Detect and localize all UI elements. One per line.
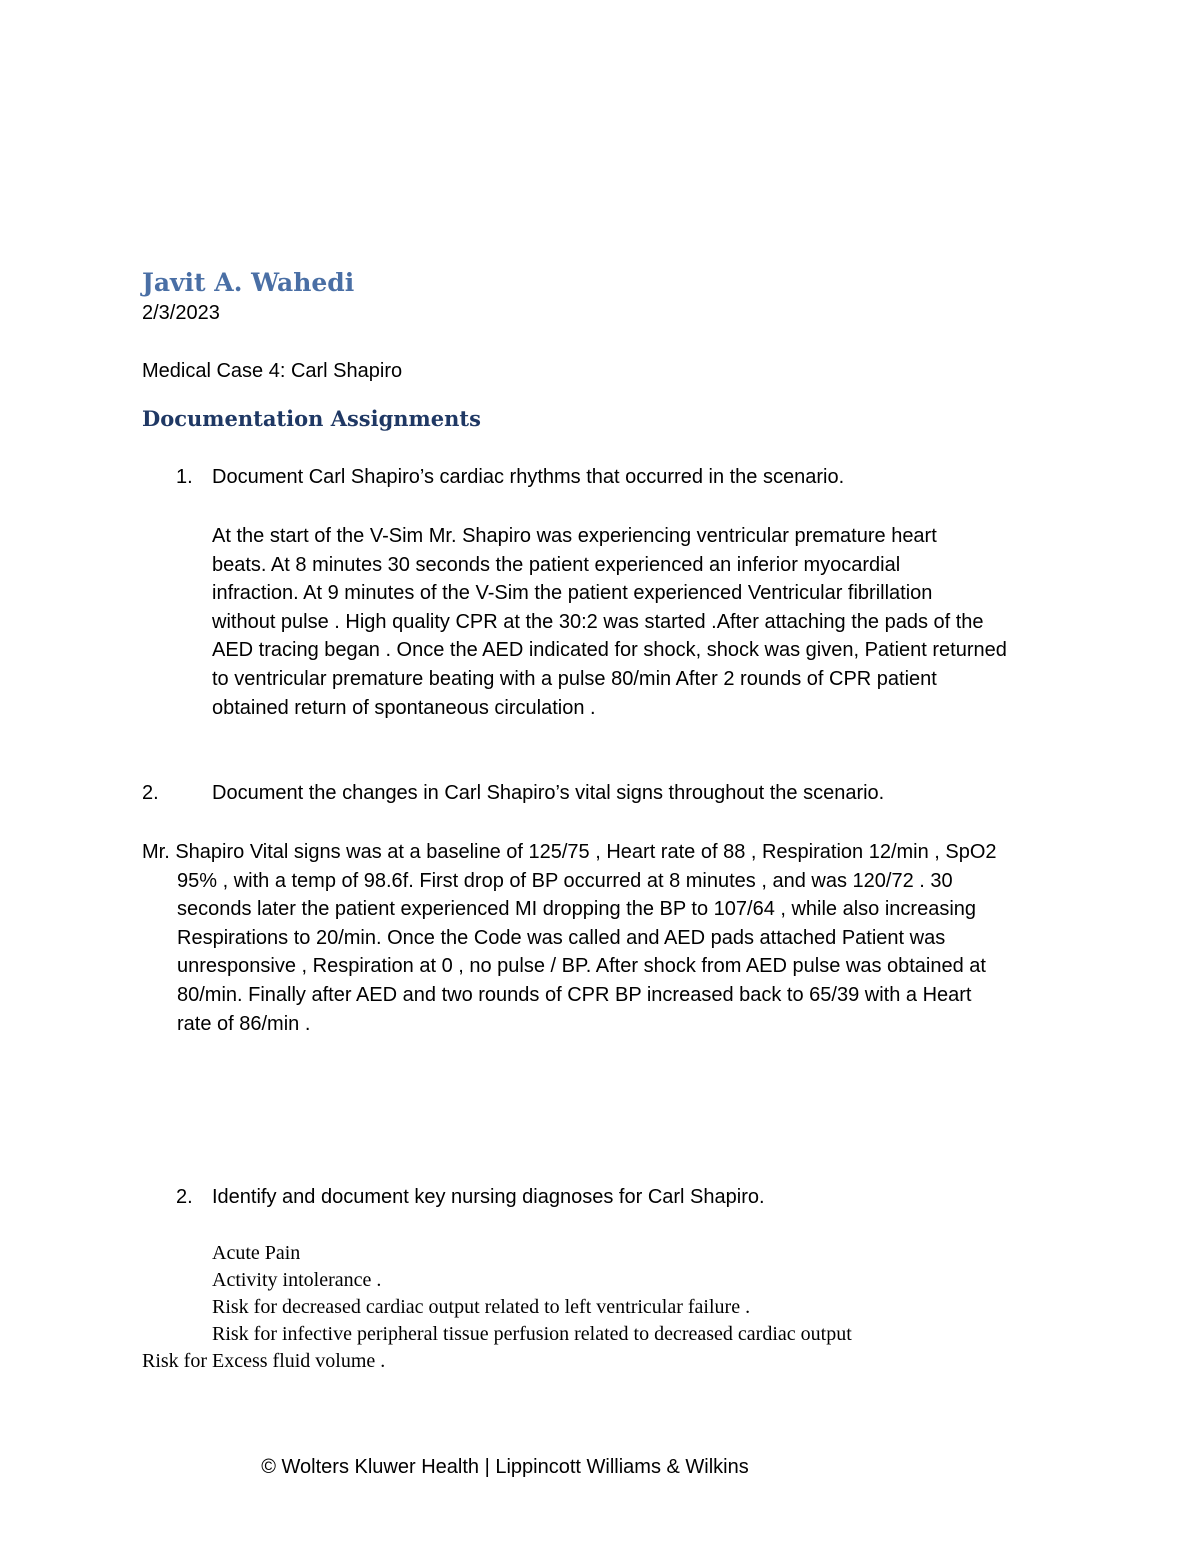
answer-line: Mr. Shapiro Vital signs was at a baseline of 125/75 , Heart rate of 88 , Respiration 12/min , SpO2 bbox=[142, 841, 997, 863]
question-2-answer bbox=[142, 838, 997, 1038]
diagnosis-item: Activity intolerance . bbox=[212, 1269, 382, 1291]
answer-line: infraction. At 9 minutes of the V-Sim the patient experienced Ventricular fibrillation bbox=[212, 582, 933, 605]
answer-line: obtained return of spontaneous circulation . bbox=[212, 696, 596, 719]
diagnosis-item: Risk for Excess fluid volume . bbox=[142, 1350, 386, 1372]
answer-line: AED tracing began . Once the AED indicated for shock, shock was given, Patient returned bbox=[212, 639, 1007, 662]
author-name: Javit A. Wahedi bbox=[142, 268, 355, 297]
document-date: 2/3/2023 bbox=[142, 302, 220, 324]
answer-line: 80/min. Finally after AED and two rounds of CPR BP increased back to 65/39 with a Heart bbox=[177, 983, 972, 1006]
case-title: Medical Case 4: Carl Shapiro bbox=[142, 360, 403, 382]
question-3-text: Identify and document key nursing diagnoses for Carl Shapiro. bbox=[212, 1186, 765, 1208]
nursing-diagnoses-list bbox=[142, 1240, 852, 1375]
diagnosis-item: Risk for decreased cardiac output related to left ventricular failure . bbox=[212, 1296, 751, 1318]
answer-line: 95% , with a temp of 98.6f. First drop of BP occurred at 8 minutes , and was 120/72 . 30 bbox=[177, 869, 953, 892]
answer-line: unresponsive , Respiration at 0 , no pulse / BP. After shock from AED pulse was obtained at bbox=[177, 955, 986, 978]
section-heading: Documentation Assignments bbox=[142, 406, 481, 431]
answer-line: without pulse . High quality CPR at the 30:2 was started .After attaching the pads of the bbox=[212, 610, 984, 633]
question-3-number: 2. bbox=[176, 1186, 193, 1208]
answer-line: rate of 86/min . bbox=[177, 1012, 311, 1035]
copyright-footer: © Wolters Kluwer Health | Lippincott Williams & Wilkins bbox=[261, 1456, 749, 1478]
question-1-text: Document Carl Shapiro’s cardiac rhythms that occurred in the scenario. bbox=[212, 466, 845, 488]
answer-line: Respirations to 20/min. Once the Code was called and AED pads attached Patient was bbox=[177, 926, 946, 949]
answer-line: seconds later the patient experienced MI dropping the BP to 107/64 , while also increasing bbox=[177, 898, 977, 921]
question-1-number: 1. bbox=[176, 466, 193, 488]
diagnosis-item: Risk for infective peripheral tissue perfusion related to decreased cardiac output bbox=[212, 1323, 852, 1345]
question-2-number: 2. bbox=[142, 782, 159, 804]
diagnosis-item: Acute Pain bbox=[212, 1242, 301, 1264]
question-1-answer bbox=[212, 522, 1007, 722]
question-2-text: Document the changes in Carl Shapiro’s vital signs throughout the scenario. bbox=[212, 782, 885, 804]
answer-line: to ventricular premature beating with a pulse 80/min After 2 rounds of CPR patient bbox=[212, 667, 937, 690]
answer-line: At the start of the V-Sim Mr. Shapiro was experiencing ventricular premature heart bbox=[212, 525, 937, 547]
answer-line: beats. At 8 minutes 30 seconds the patient experienced an inferior myocardial bbox=[212, 553, 901, 576]
